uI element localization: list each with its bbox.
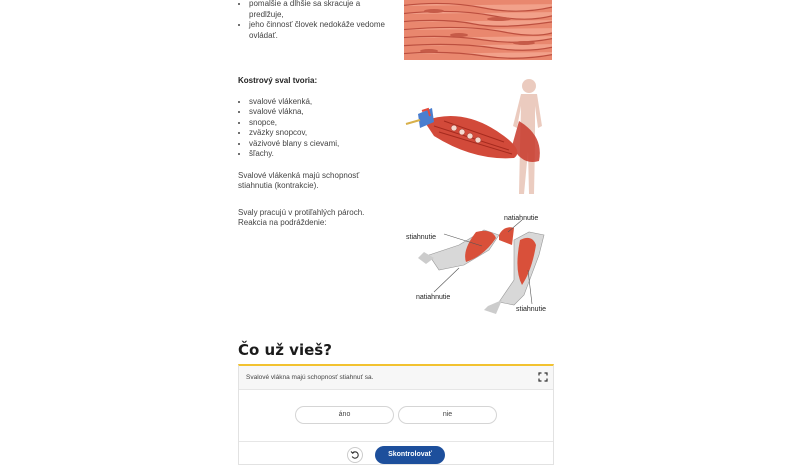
answer-options: [239, 406, 553, 424]
pairs-text: Svaly pracujú v protiľahlých pároch. Reakcia na podráždenie:: [238, 207, 365, 227]
quiz-title: Čo už vieš?: [238, 341, 332, 359]
fullscreen-icon[interactable]: [538, 372, 548, 382]
quiz-card: [238, 364, 554, 465]
skeletal-section: [238, 76, 388, 229]
answer-no-button[interactable]: nie: [398, 406, 497, 424]
question-text: Svalové vlákna majú schopnosť stiahnuť sa.: [246, 374, 374, 381]
label-top-left: stiahnutie: [406, 234, 436, 241]
contraction-text: Svalové vlákenká majú schopnosť stiahnutia (kontrakcie).: [238, 170, 360, 190]
intro-list: [238, 0, 388, 41]
label-top-right: natiahnutie: [504, 215, 539, 222]
list-item: • svalové vlákna,: [249, 107, 388, 118]
label-bottom-right: stiahnutie: [516, 306, 546, 313]
list-item: • šľachy.: [249, 149, 388, 160]
reset-button[interactable]: [347, 447, 363, 463]
list-item: • zväzky snopcov,: [249, 128, 388, 139]
arm-contraction-diagram: [404, 210, 554, 320]
label-bottom-left: natiahnutie: [416, 294, 451, 301]
skeletal-list: [238, 97, 388, 160]
intro-text: [238, 0, 388, 41]
smooth-muscle-image: [404, 0, 552, 60]
list-item: • väzivové blany s cievami,: [249, 139, 388, 150]
list-item: • jeho činnosť človek nedokáže vedome ovládať.: [249, 20, 388, 41]
check-button[interactable]: Skontrolovať: [375, 446, 445, 464]
quiz-footer: [239, 441, 553, 465]
skeletal-heading: Kostrový sval tvoria:: [238, 76, 318, 85]
question-row: [239, 366, 553, 390]
list-item: • snopce,: [249, 118, 388, 129]
muscle-structure-image: [404, 76, 554, 200]
list-item: • svalové vlákenká,: [249, 97, 388, 108]
reset-icon: [348, 448, 362, 462]
answer-yes-button[interactable]: áno: [295, 406, 394, 424]
list-item: • pomalšie a dlhšie sa skracuje a predlžuje,: [249, 0, 388, 20]
